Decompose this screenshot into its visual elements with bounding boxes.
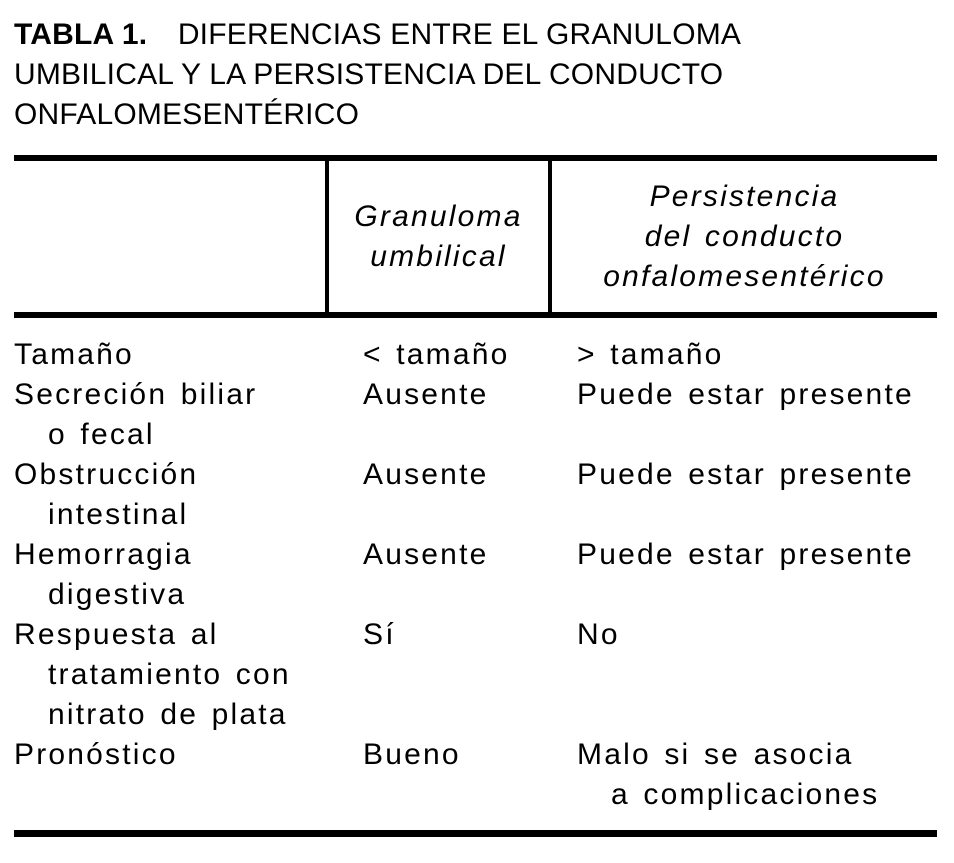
feature-cell [14, 455, 325, 535]
cell-line: Obstrucción [14, 458, 199, 491]
granuloma-cell [325, 735, 552, 815]
header-line: Granuloma [354, 199, 523, 233]
cell-line: nitrato de plata [48, 698, 288, 731]
table-row [14, 735, 937, 815]
cell-line: Puede estar presente [577, 458, 914, 491]
header-line: onfalomesentérico [603, 259, 886, 293]
table-header-row [14, 161, 937, 312]
cell-line: No [577, 618, 620, 651]
table-row [14, 375, 937, 455]
cell-line: Puede estar presente [577, 378, 914, 411]
cell-line: Hemorragia [14, 538, 193, 571]
granuloma-cell [325, 335, 552, 375]
table-row [14, 455, 937, 535]
cell-line: digestiva [48, 578, 187, 611]
table-row [14, 535, 937, 615]
persistencia-cell [552, 535, 937, 615]
header-feature-cell [14, 161, 325, 312]
granuloma-cell [325, 615, 552, 735]
cell-line: tratamiento con [48, 658, 291, 691]
header-line: Persistencia [649, 179, 840, 213]
granuloma-cell [325, 455, 552, 535]
cell-line: > tamaño [577, 338, 724, 371]
cell-line: Puede estar presente [577, 538, 914, 571]
feature-cell [14, 375, 325, 455]
bottom-rule [14, 830, 937, 837]
cell-line: o fecal [48, 418, 155, 451]
cell-line: Sí [363, 618, 396, 651]
cell-line: < tamaño [363, 338, 510, 371]
table-title-label: TABLA 1. [14, 18, 148, 51]
feature-cell [14, 615, 325, 735]
granuloma-cell [325, 535, 552, 615]
cell-line: a complicaciones [611, 778, 880, 811]
cell-line: Tamaño [14, 338, 134, 371]
cell-line: Pronóstico [14, 738, 178, 771]
feature-cell [14, 735, 325, 815]
persistencia-cell [552, 615, 937, 735]
feature-cell [14, 335, 325, 375]
header-line: umbilical [370, 239, 507, 273]
persistencia-cell [552, 335, 937, 375]
persistencia-cell [552, 735, 937, 815]
cell-line: Bueno [363, 738, 461, 771]
cell-line: Ausente [363, 458, 489, 491]
table-title [14, 15, 814, 135]
table-title-text: DIFERENCIAS ENTRE EL GRANULOMA UMBILICAL Y LA PERSISTENCIA DEL CONDUCTO ONFALOMESENTÉRICO [14, 18, 740, 131]
feature-cell [14, 535, 325, 615]
header-granuloma-cell [325, 161, 552, 312]
table-body [14, 318, 937, 830]
cell-line: Respuesta al [14, 618, 219, 651]
cell-line: Ausente [363, 538, 489, 571]
table-row [14, 615, 937, 735]
table-container [14, 15, 937, 837]
cell-line: Malo si se asocia [577, 738, 854, 771]
granuloma-cell [325, 375, 552, 455]
header-persistencia-cell [552, 161, 937, 312]
persistencia-cell [552, 455, 937, 535]
cell-line: intestinal [48, 498, 189, 531]
header-line: del conducto [644, 219, 845, 253]
table-row [14, 335, 937, 375]
cell-line: Secreción biliar [14, 378, 258, 411]
cell-line: Ausente [363, 378, 489, 411]
persistencia-cell [552, 375, 937, 455]
